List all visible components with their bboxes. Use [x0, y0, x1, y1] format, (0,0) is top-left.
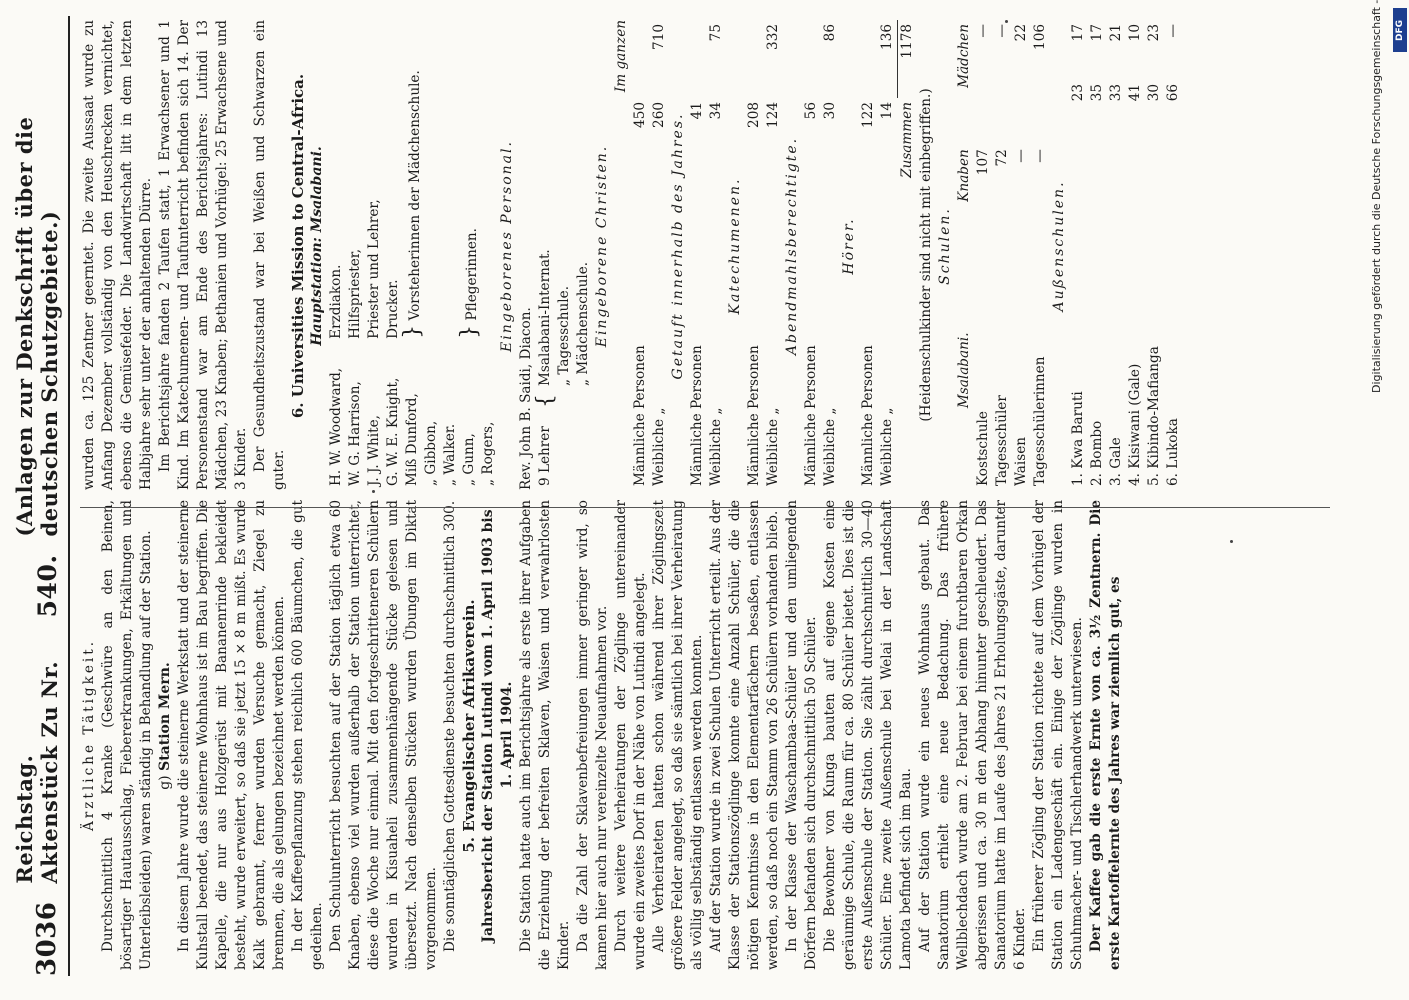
- school-label: Tagesschüler: [994, 395, 1010, 486]
- schools-place: Msalabani.: [956, 332, 972, 409]
- stat-label: Weibliche „: [765, 407, 781, 486]
- teachers-item: „ Mädchenschule.: [575, 261, 591, 386]
- section-heading-6: 6. Universities Mission to Central-Africa.: [289, 73, 307, 419]
- school-girls: —: [1165, 24, 1181, 38]
- paragraph: Da die Zahl der Sklavenbefreiungen immer geringer wird, so kamen hier auch nur vereinzelte Neuaufnahmen vor.: [575, 500, 610, 970]
- teachers-table: [533, 20, 593, 490]
- native-staff-line: Rev. John B. Saidi, Diacon.: [518, 307, 534, 490]
- school-row: [1069, 20, 1088, 490]
- paragraph: Den Schulunterricht besuchten auf der Station täglich etwa 60 Knaben, ebenso viel wurden außerhalb der Station unterrichtet, diese die Woche nur einmal. Mit den fortgeschritteneren Schülern wurden in Kisuaheli zusammenhängende Stücke gelesen und übersetzt. Nach denselben Stücken wurden Übungen im Diktat vorgenommen.: [328, 500, 439, 970]
- staff-role: Hilfspriester,: [347, 248, 363, 339]
- school-label: 5. Kibindo-Mafianga: [1146, 346, 1162, 486]
- communion-heading: Abendmahlsberechtigte.: [784, 136, 800, 356]
- schools-table: [955, 20, 1050, 490]
- section-heading-5: 5. Evangelischer Afrikaverein.: [460, 599, 478, 853]
- paragraph: Auf der Station wurde ein neues Wohnhaus gebaut. Das Sanatorium erhielt eine neue Bedachung. Das frühere Wellblechdach wurde am 2. Februar bei einem furchtbaren Orkan abgerissen und ca. 30 m den Abhang hinunter geschleudert. Das Sanatorium hatte im Laufe des Jahres 21 Erholungsgäste, darunter 6 Kinder.: [917, 500, 1028, 970]
- header-rule: [68, 16, 70, 976]
- teachers-item: „ Tagesschule.: [556, 285, 572, 386]
- header-subtitle: (Anlagen zur Denkschrift über die deutschen Schutzgebiete.): [12, 116, 62, 537]
- staff-role: Erzdiakon.: [328, 264, 344, 339]
- staff-row: [365, 20, 384, 490]
- stat-label: Männliche Personen: [860, 345, 876, 486]
- staff-row: [384, 20, 403, 490]
- section-heading-medical: Ärztliche Tätigkeit.: [81, 638, 97, 832]
- school-label: Kostschule: [975, 411, 991, 486]
- stat-value: 56: [803, 102, 819, 120]
- paragraph: Die Station hatte auch im Berichtsjahre als erste ihrer Aufgaben die Erziehung der befreiten Sklaven, Waisen und verwahrlosten Kinder.: [518, 500, 572, 970]
- stat-value: 41: [689, 102, 705, 120]
- school-row: [993, 20, 1012, 490]
- stat-label: Männliche Personen: [746, 345, 762, 486]
- dfg-logo: DFG: [1393, 8, 1407, 52]
- paragraph: wurden ca. 125 Zentner geerntet. Die zweite Aussaat wurde zu Anfang Dezember vollständig von den Heuschrecken vernichtet, ebenso die Gemüsefelder. Die Landwirtschaft litt in dem letzten Halbjahre sehr unter der anhaltenden Dürre.: [81, 20, 154, 490]
- column-divider: [80, 507, 1330, 508]
- school-boys: 30: [1146, 83, 1162, 102]
- staff-name: W. G. Harrison,: [347, 381, 363, 486]
- paragraph: Ein früherer Zögling der Station richtete auf dem Vorhügel der Station ein Ladengeschäft ein. Einige der Zöglinge wurden in Schuhmacher- und Tischlerhandwerk unterwiesen.: [1031, 500, 1085, 970]
- staff-name: „ Gunn,: [461, 433, 477, 486]
- stat-label: Weibliche „: [708, 407, 724, 486]
- schools-header-row: [955, 20, 974, 490]
- stat-total: 136: [878, 20, 898, 98]
- stat-total-empty: [745, 20, 764, 98]
- outschools-table: [1069, 20, 1183, 490]
- staff-role: Drucker.: [385, 279, 401, 339]
- sum-label: Zusammen: [898, 102, 915, 178]
- staff-table: [327, 20, 498, 490]
- stat-value: 450: [632, 102, 648, 128]
- stat-row: [764, 20, 783, 490]
- school-row: [1126, 20, 1145, 490]
- paragraph: Der Gesundheitszustand war bei Weißen und Schwarzen ein guter.: [252, 20, 287, 490]
- staff-name: H. W. Woodward,: [328, 367, 344, 486]
- stat-row: [878, 20, 898, 490]
- school-boys: —: [1013, 149, 1029, 163]
- stat-value: 124: [765, 102, 781, 128]
- school-row: [1107, 20, 1126, 490]
- stat-total-empty: [859, 20, 878, 98]
- paragraph: In diesem Jahre wurde die steinerne Werkstatt und der steinerne Kuhstall beendet, das steinerne Wohnhaus ist im Bau begriffen. Die Kapelle, die nur aus Holzgerüst mit Bananenrinde bekleidet besteht, wurde erweitert, so daß sie jetzt 15 × 8 m mißt. Es wurde Kalk gebrannt, ferner wurden Versuche gemacht, Ziegel zu brennen, die als gelungen bezeichnet werden können.: [176, 500, 287, 970]
- schools-heading: Schulen.: [937, 207, 953, 285]
- staff-women-group: [460, 343, 498, 490]
- stat-value: 34: [708, 102, 724, 120]
- paragraph: In der Kaffeepflanzung stehen reichlich 600 Bäumchen, die gut gedeihen.: [290, 500, 325, 970]
- native-staff-heading: Eingeborenes Personal.: [499, 140, 515, 352]
- paragraph: Durchschnittlich 4 Kranke (Geschwüre an den Beinen, bösartiger Hautausschlag, Fiebererkrankungen, Erkältungen und Unterleibsleiden) waren ständig in Behandlung auf der Station.: [100, 500, 154, 970]
- stat-total-empty: [688, 20, 707, 98]
- school-girls: 23: [1146, 24, 1162, 42]
- school-label: Waisen: [1013, 436, 1029, 486]
- school-girls: 22: [1013, 24, 1029, 42]
- stat-value: 30: [822, 102, 838, 120]
- school-boys: 33: [1108, 83, 1124, 102]
- school-row: [974, 20, 993, 490]
- staff-name: G. W. E. Knight,: [385, 377, 401, 486]
- section-subheading-6: Hauptstation: Msalabani.: [309, 146, 325, 346]
- staff-role-text: Vorsteherinnen der Mädchenschule.: [407, 70, 423, 321]
- stat-label: Männliche Personen: [803, 345, 819, 486]
- staff-women-group: [403, 343, 460, 490]
- stat-label: Männliche Personen: [632, 345, 648, 486]
- teachers-label: 9 Lehrer: [537, 426, 553, 486]
- paragraph: Im Berichtsjahre fanden 2 Taufen statt, 1 Erwachsener und 1 Kind. Im Katechumenen- und Taufunterricht befinden sich 14. Der Personenstand war am Ende des Berichtsjahres: Lutindi 13 Mädchen, 23 Knaben; Bethanien und Vorhügel: 25 Erwachsene und 3 Kinder.: [157, 20, 249, 490]
- school-label: 1. Kwa Baruti: [1070, 391, 1086, 486]
- school-boys: 107: [975, 149, 991, 176]
- school-girls: —: [994, 24, 1010, 38]
- stat-total: 75: [708, 24, 724, 42]
- stat-row: [802, 20, 821, 490]
- stat-value: 260: [651, 102, 667, 128]
- brace-glyph: {: [533, 394, 558, 408]
- school-label: 2. Bombo: [1089, 420, 1105, 486]
- im-ganzen-label: Im ganzen: [613, 20, 629, 93]
- sum-value: 1178: [899, 24, 915, 59]
- stat-value: 208: [746, 102, 762, 128]
- teachers-items: [536, 20, 593, 390]
- outschools-heading: Außenschulen.: [1051, 180, 1067, 312]
- stat-total-empty: [631, 20, 650, 98]
- school-label: 6. Lukoka: [1165, 418, 1181, 486]
- school-girls: —: [975, 24, 991, 38]
- school-boys: 66: [1165, 83, 1181, 102]
- school-boys: 72: [994, 149, 1010, 167]
- staff-row: [403, 20, 460, 490]
- baptized-heading: Getauft innerhalb des Jahres.: [670, 112, 686, 380]
- school-boys: 23: [1070, 83, 1086, 102]
- stat-value: 122: [860, 102, 876, 128]
- header-title: Reichstag. Aktenstück Zu Nr.: [12, 660, 62, 884]
- school-girls: 21: [1108, 24, 1124, 42]
- stat-label: Weibliche „: [651, 407, 667, 486]
- staff-role: [457, 20, 498, 343]
- school-boys: —: [1032, 149, 1048, 163]
- staff-name: „ Walker.: [442, 423, 458, 486]
- stat-label: Männliche Personen: [689, 345, 705, 486]
- stat-row: [707, 20, 726, 490]
- stat-row: [859, 20, 878, 490]
- paragraph: Der Kaffee gab die erste Ernte von ca. 3½ Zentnern. Die erste Kartoffelernte des Jahres war ziemlich gut, es: [1088, 500, 1123, 970]
- school-label: Tagesschülerinnen: [1032, 356, 1048, 486]
- scan-speck: [1005, 20, 1008, 23]
- staff-role: [400, 20, 460, 343]
- staff-role-text: Pflegerinnen.: [464, 228, 480, 321]
- stat-row: [631, 20, 650, 490]
- page-number: 3036: [32, 901, 62, 976]
- staff-row: [460, 20, 498, 490]
- sum-note: (Heidenschulkinder sind nicht mit einbegriffen.): [918, 88, 934, 422]
- stat-total: 86: [822, 24, 838, 42]
- school-girls: 106: [1032, 24, 1048, 50]
- station-letter: g): [157, 775, 173, 790]
- paragraph: In der Klasse der Waschambaa-Schüler und den umliegenden Dörfern befanden sich durchschnittlich 50 Schüler.: [784, 500, 819, 970]
- staff-role: Priester und Lehrer,: [366, 199, 382, 339]
- school-label: 4. Kisiwani (Gale): [1127, 363, 1143, 486]
- staff-row: [327, 20, 346, 490]
- scan-speck: [1230, 540, 1233, 543]
- catechumens-table: [745, 20, 783, 490]
- stat-row: [745, 20, 764, 490]
- stat-label: Weibliche „: [879, 407, 895, 486]
- paragraph: Die sonntäglichen Gottesdienste besuchten durchschnittlich 300.: [442, 500, 458, 952]
- right-column: [80, 20, 1183, 490]
- paragraph: Alle Verheirateten hatten schon während ihrer Zöglingszeit größere Felder angelegt, so daß sie sämtlich bei ihrer Verheiratung als völlig selbständig entlassen werden konnten.: [651, 500, 705, 970]
- teachers-row: [536, 20, 593, 490]
- digitization-credit: Digitalisierung gefördert durch die Deutsche Forschungsgemeinschaft -: [1370, 0, 1383, 394]
- sum-row: [898, 20, 918, 490]
- stat-label: Weibliche „: [822, 407, 838, 486]
- school-row: [1145, 20, 1164, 490]
- staff-name: Miß Dunford,: [404, 393, 420, 486]
- school-girls: 17: [1070, 24, 1086, 42]
- hearers-table: [859, 20, 917, 490]
- stat-total-empty: [802, 20, 821, 98]
- christians-heading: Eingeborene Christen.: [594, 144, 610, 348]
- scan-speck: [372, 490, 375, 493]
- school-girls: 17: [1089, 24, 1105, 42]
- baptized-table: [688, 20, 726, 490]
- brace-glyph: }: [400, 324, 425, 339]
- stat-row: [821, 20, 840, 490]
- hearers-heading: Hörer.: [841, 217, 857, 275]
- brace-glyph: }: [457, 324, 482, 339]
- school-girls: 10: [1127, 24, 1143, 42]
- staff-name: „ Gibbon,: [423, 420, 439, 486]
- school-boys: 35: [1089, 83, 1105, 102]
- catechumens-heading: Katechumenen.: [727, 177, 743, 315]
- christians-table: [631, 20, 669, 490]
- stat-value: 14: [879, 102, 895, 120]
- col-girls: Mädchen: [956, 24, 972, 88]
- school-label: 3. Gale: [1108, 437, 1124, 486]
- staff-name: J. J. White,: [366, 415, 382, 486]
- school-row: [1031, 20, 1050, 490]
- school-row: [1088, 20, 1107, 490]
- stat-total: 332: [765, 24, 781, 50]
- staff-row: [346, 20, 365, 490]
- running-head: [12, 16, 62, 976]
- staff-name: „ Rogers,: [480, 421, 496, 486]
- left-column: [80, 500, 1125, 970]
- paragraph: Auf der Station wurde in zwei Schulen Unterricht erteilt. Aus der Klasse der Stationszöglinge konnte eine Anzahl Schüler, die die nötigen Kenntnisse in den Elementarfächern besaßen, entlassen werden, so daß noch ein Stamm von 26 Schülern vorhanden blieb.: [708, 500, 781, 970]
- school-row: [1164, 20, 1183, 490]
- paragraph: Die Bewohner von Kunga bauten auf eigene Kosten eine geräumige Schule, die Raum für ca. 80 Schüler bietet. Dies ist die erste Außenschule der Station. Sie zählt durchschnittlich 30—40 Schüler. Eine zweite Außenschule bei Welai in der Landschaft Lamota befindet sich im Bau.: [822, 500, 914, 970]
- paragraph: Durch weitere Verheiratungen der Zöglinge untereinander wurde ein zweites Dorf in der Nähe von Lutindi angelegt.: [613, 500, 648, 970]
- communion-table: [802, 20, 840, 490]
- header-number: 540.: [33, 554, 62, 618]
- stat-row: [650, 20, 669, 490]
- school-boys: 41: [1127, 83, 1143, 102]
- section-subheading-5: Jahresbericht der Station Lutindi vom 1. April 1903 bis 1. April 1904.: [480, 509, 515, 943]
- teachers-item: Msalabani-Internat.: [537, 249, 553, 386]
- station-name: Station Mern.: [157, 662, 173, 771]
- col-boys: Knaben: [956, 149, 972, 202]
- stat-row: [688, 20, 707, 490]
- station-heading: [156, 500, 175, 970]
- stat-total: 710: [651, 24, 667, 50]
- school-row: [1012, 20, 1031, 490]
